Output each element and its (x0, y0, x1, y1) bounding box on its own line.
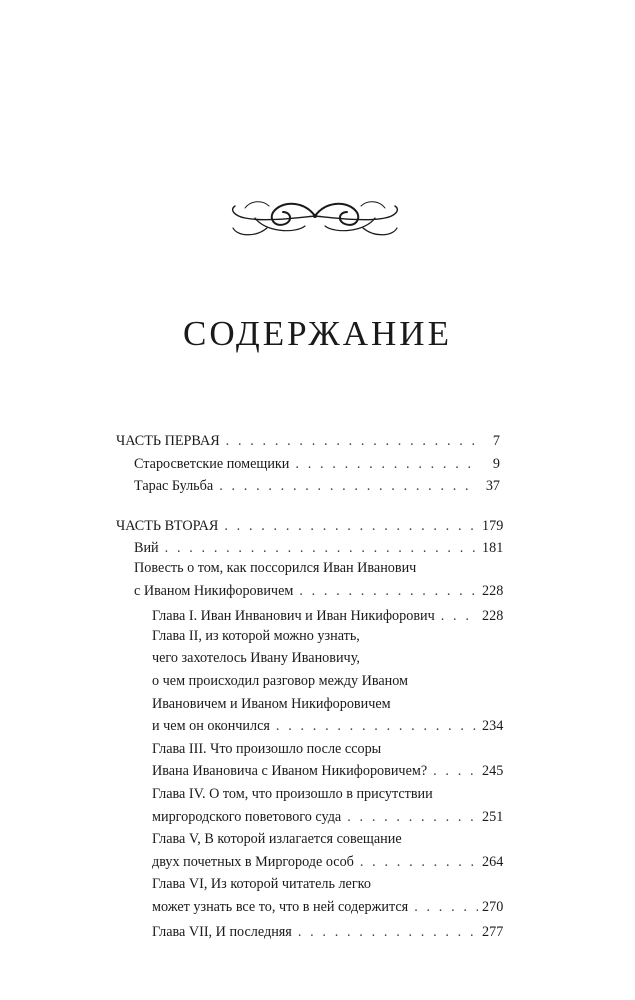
toc-leader-dots (299, 583, 478, 600)
toc-part-one-page: 7 (492, 433, 500, 449)
flourish-ornament (225, 188, 405, 244)
toc-leader-dots (347, 809, 478, 826)
table-of-contents (116, 430, 504, 944)
toc-item (116, 453, 500, 476)
toc-chapter-page: 277 (482, 924, 504, 941)
toc-item-page: 37 (485, 478, 500, 495)
toc-item-label-line: Повесть о том, как поссорился Иван Иванович (134, 559, 417, 576)
toc-item (116, 475, 500, 498)
toc-chapter-label: Глава I. Иван Инванович и Иван Никифорович (152, 608, 435, 625)
toc-chapter-label-line: Глава III. Что произошло после ссоры (152, 740, 382, 757)
toc-leader-dots (414, 899, 478, 916)
toc-chapter-label-line: миргородского поветового суда (152, 808, 342, 825)
toc-item-label-line: с Иваном Никифоровичем (134, 582, 294, 599)
toc-chapter (116, 605, 504, 628)
toc-chapter-label-line: Ивановичем и Иваном Никифоровичем (152, 695, 391, 712)
toc-chapter (116, 627, 504, 741)
toc-chapter-page: 234 (482, 718, 504, 735)
toc-item-label: Вий (134, 540, 159, 557)
toc-leader-dots (433, 763, 478, 780)
toc-item-page: 228 (482, 582, 504, 599)
page-title: СОДЕРЖАНИЕ (183, 314, 452, 353)
toc-item-label: Старосветские помещики (134, 455, 290, 472)
toc-chapter-page: 251 (482, 808, 504, 825)
toc-chapter-label-line: двух почетных в Миргороде особ (152, 853, 354, 870)
toc-part-two (116, 515, 504, 538)
toc-chapter-label-line: Глава V, В которой излагается совещание (152, 831, 402, 848)
toc-part-one-label: ЧАСТЬ ПЕРВАЯ (116, 433, 220, 449)
toc-chapter-label-line: Глава VI, Из которой читатель легко (152, 876, 371, 893)
toc-item-page: 181 (482, 540, 504, 557)
toc-chapter-page: 264 (482, 853, 504, 870)
toc-leader-dots (298, 921, 478, 944)
toc-chapter-page: 270 (482, 898, 504, 915)
toc-leader-dots (360, 854, 478, 871)
toc-chapter-label-line: Глава II, из которой можно узнать, (152, 627, 360, 644)
toc-chapter-page: 245 (482, 763, 504, 780)
toc-leader-dots (224, 515, 478, 538)
toc-item-story (116, 559, 504, 605)
toc-leader-dots (219, 475, 478, 498)
toc-leader-dots (226, 430, 478, 453)
toc-chapter-label-line: Ивана Ивановича с Иваном Никифоровичем? (152, 763, 428, 780)
toc-part-two-label: ЧАСТЬ ВТОРАЯ (116, 517, 219, 534)
toc-part-two-page: 179 (482, 517, 504, 534)
toc-chapter (116, 831, 504, 876)
toc-chapter-label: Глава VII, И последняя (152, 924, 292, 941)
toc-chapter-label-line: и чем он окончился (152, 718, 270, 735)
toc-chapter (116, 921, 504, 944)
toc-leader-dots (295, 453, 478, 476)
toc-part-one (116, 430, 500, 453)
toc-leader-dots (165, 537, 478, 560)
toc-chapter-label-line: о чем происходил разговор между Иваном (152, 672, 409, 689)
toc-chapter-page: 228 (482, 608, 504, 625)
toc-item (116, 537, 504, 560)
toc-chapter (116, 785, 504, 831)
toc-leader-dots (441, 605, 478, 628)
toc-chapter (116, 876, 504, 921)
toc-leader-dots (276, 718, 478, 735)
toc-item-page: 9 (492, 455, 500, 472)
toc-chapter-label-line: чего захотелось Ивану Ивановичу, (152, 650, 360, 667)
toc-item-label: Тарас Бульба (134, 478, 214, 495)
toc-chapter-label-line: Глава IV. О том, что произошло в присутствии (152, 785, 433, 802)
toc-chapter-label-line: может узнать все то, что в ней содержится (152, 898, 409, 915)
toc-chapter (116, 740, 504, 786)
